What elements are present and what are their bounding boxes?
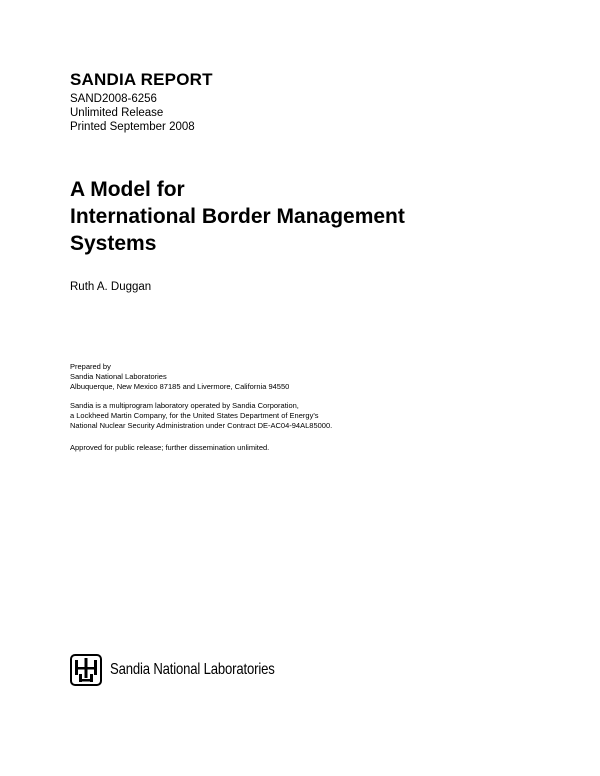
prepared-line-2: Sandia National Laboratories [70,372,167,381]
operator-statement [70,401,332,431]
operator-line-3: National Nuclear Security Administration under Contract DE-AC04-94AL85000. [70,421,333,430]
lab-name: Sandia National Laboratories [110,661,275,678]
prepared-line-1: Prepared by [70,362,111,371]
approval-statement: Approved for public release; further dissemination unlimited. [70,443,270,452]
report-number: SAND2008-6256 [70,93,157,105]
document-title [70,176,405,257]
sandia-thunderbird-icon [70,654,102,686]
title-line-2: International Border Management [70,205,405,228]
operator-line-2: a Lockheed Martin Company, for the United States Department of Energy's [70,411,319,420]
sandia-logo [70,654,311,686]
print-date: Printed September 2008 [70,121,195,133]
author-name: Ruth A. Duggan [70,281,152,293]
release-status: Unlimited Release [70,107,164,119]
prepared-by-block [70,362,289,392]
operator-line-1: Sandia is a multiprogram laboratory operated by Sandia Corporation, [70,401,299,410]
title-line-3: Systems [70,232,157,255]
report-label: SANDIA REPORT [70,70,213,89]
title-line-1: A Model for [70,178,185,201]
prepared-line-3: Albuquerque, New Mexico 87185 and Livermore, California 94550 [70,382,290,391]
